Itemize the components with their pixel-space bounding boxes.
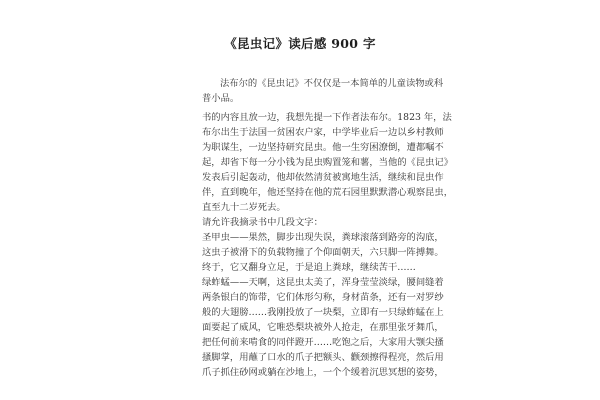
paragraph-line: 把任何前来啃食的同伴蹬开……吃饱之后，大家用大颚尖搔: [202, 337, 444, 348]
document-title: 《昆虫记》读后感 900 字: [224, 36, 376, 51]
paragraph-line: 绿蚱蜢——天啊，这昆虫太美了，浑身莹莹淡绿，腰间缝着: [202, 277, 444, 288]
paragraph-line: 伴，直到晚年，他还坚持在他的荒石园里默默潜心观察昆虫，: [202, 187, 454, 198]
paragraph-line: 这虫子被滑下的负载物撞了个仰面朝天，六只脚一阵搏舞。: [202, 247, 444, 258]
paragraph-line: 终于，它又翻身立足，于是追上粪球，继续苦干……: [202, 262, 416, 273]
paragraph-line: 法布尔的《昆虫记》不仅仅是一本简单的儿童读物或科: [220, 78, 444, 89]
paragraph-line: 搔脚掌，用蘸了口水的爪子把额头、颧颈擦得程亮，然后用: [202, 352, 444, 363]
paragraph-line: 发表后引起轰动，他却依然清贫被寓地生活，继续和昆虫作: [202, 172, 444, 183]
paragraph-line: 般的大翅膀……我刚投放了一块梨，立即有一只绿蚱蜢在上: [202, 307, 444, 318]
paragraph-line: 面要起了威风，它唯恐梨块被外人抢走，在那里张牙舞爪，: [202, 322, 444, 333]
paragraph-line: 普小品。: [202, 93, 240, 104]
paragraph-line: 直至九十二岁死去。: [202, 202, 286, 213]
paragraph-line: 起，却省下每一分小钱为昆虫购置笼和薯，当他的《昆虫记》: [202, 157, 454, 168]
paragraph-line: 布尔出生于法国一贫困农户家，中学毕业后一边以乡村教师: [202, 127, 444, 138]
paragraph-line: 请允许我摘录书中几段文字：: [202, 217, 323, 228]
paragraph-line: 圣甲虫——果然，脚步出现失误，粪球滚落到路旁的沟底，: [202, 232, 444, 243]
paragraph-line: 书的内容且放一边，我想先提一下作者法布尔。1823 年，法: [202, 112, 452, 123]
paragraph-line: 为职谋生，一边坚持研究昆虫。他一生穷困潦倒，遭都嘱不: [202, 142, 444, 153]
paragraph-line: 爪子抓住砂网或躺在沙地上，一个个缓着沉思冥想的姿势，: [202, 367, 444, 378]
document-body: [202, 76, 454, 380]
paragraph-line: 两条银白的饰带，它们体形匀称，身材苗条，还有一对罗纱: [202, 292, 444, 303]
